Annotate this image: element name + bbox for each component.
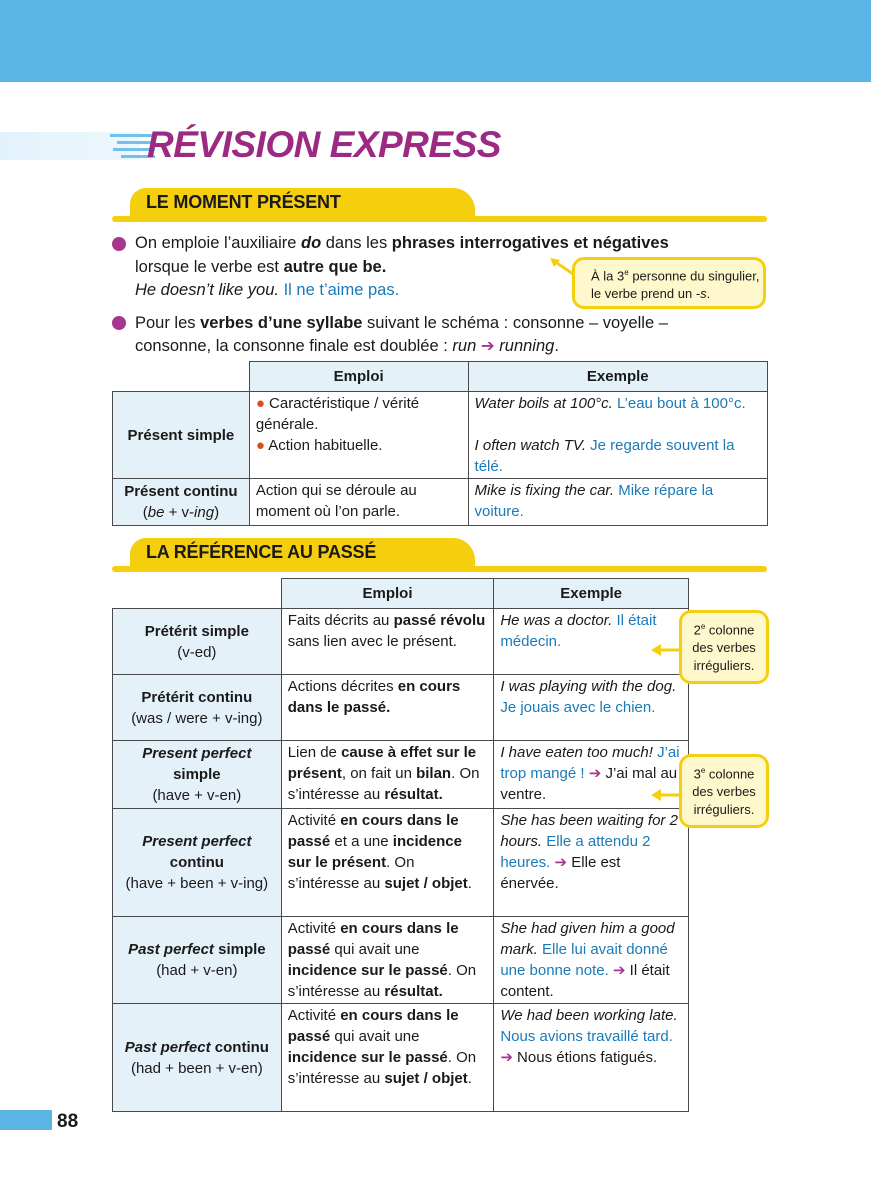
row-label: Past perfect simple (had + v-en)	[113, 917, 282, 1004]
section-title: LE MOMENT PRÉSENT	[146, 192, 341, 212]
row-label: Présent simple	[113, 392, 250, 479]
page-number-bar	[0, 1110, 52, 1130]
row-label: Present perfect simple (have + v-en)	[113, 741, 282, 809]
section-heading-past	[112, 538, 767, 572]
table-row: Prétérit continu (was / were + v-ing) Actions décrites en cours dans le passé. I was playing with the dog. Je jouais avec le chien.	[113, 675, 689, 741]
bullet-example: He doesn’t like you. Il ne t’aime pas.	[135, 281, 400, 299]
table-row: Présent continu (be + v-ing) Action qui se déroule au moment où l’on parle. Mike is fixing the car. Mike répare la voiture.	[113, 479, 768, 526]
table-row: Present perfect simple (have + v-en) Lien de cause à effet sur le présent, on fait un bilan. On s’intéresse au résultat. I have eaten too much! J’ai trop mangé ! ➔ J’ai mal au ventre.	[113, 741, 689, 809]
callout-pointer-arrow	[650, 642, 682, 658]
bullet-auxiliary-do-line2: lorsque le verbe est autre que be.	[135, 258, 387, 276]
table-row: Présent simple ● Caractéristique / vérité générale. ● Action habituelle. Water boils at 100°c. L’eau bout à 100°c. I often watch TV. Je regarde souvent la télé.	[113, 392, 768, 479]
row-label: Present perfect continu (have + been + v-ing)	[113, 809, 282, 917]
column-header-exemple: Exemple	[468, 362, 767, 392]
bullet-one-syllable: Pour les verbes d’une syllabe suivant le schéma : consonne – voyelle –	[135, 314, 668, 332]
column-header-emploi: Emploi	[281, 579, 494, 609]
row-label: Prétérit continu (was / were + v-ing)	[113, 675, 282, 741]
section-title: LA RÉFÉRENCE AU PASSÉ	[146, 542, 377, 562]
row-label: Past perfect continu (had + been + v-en)	[113, 1004, 282, 1112]
page-number: 88	[57, 1111, 79, 1132]
bullet-dot	[112, 237, 126, 251]
top-color-band	[0, 0, 871, 82]
bullet-dot	[112, 316, 126, 330]
table-row: Past perfect simple (had + v-en) Activité en cours dans le passé qui avait une incidence sur le passé. On s’intéresse au résultat. She had given him a good mark. Elle lui avait donné une bonne note. ➔ Il était content.	[113, 917, 689, 1004]
section-heading-present	[112, 188, 767, 222]
row-label: Présent continu (be + v-ing)	[113, 479, 250, 526]
table-row: Prétérit simple (v-ed) Faits décrits au passé révolu sans lien avec le présent. He was a doctor. Il était médecin.	[113, 609, 689, 675]
page-title: RÉVISION EXPRESS	[147, 124, 501, 165]
column-header-emploi: Emploi	[249, 362, 468, 392]
row-label: Prétérit simple (v-ed)	[113, 609, 282, 675]
table-row: Past perfect continu (had + been + v-en) Activité en cours dans le passé qui avait une incidence sur le passé. On s’intéresse au sujet / objet. We had been working late. Nous avions travaillé tard. ➔ Nous étions fatigués.	[113, 1004, 689, 1112]
callout-pointer-arrow	[650, 787, 682, 803]
callout-third-person: À la 3e personne du singulier, le verbe prend un -s.	[572, 257, 766, 309]
title-speed-lines	[0, 132, 155, 160]
past-tense-table	[112, 578, 689, 1112]
column-header-exemple: Exemple	[494, 579, 689, 609]
callout-second-column: 2e colonne des verbes irréguliers.	[679, 610, 769, 684]
bullet-auxiliary-do: On emploie l’auxiliaire do dans les phrases interrogatives et négatives	[135, 234, 669, 252]
table-row: Present perfect continu (have + been + v-ing) Activité en cours dans le passé et a une incidence sur le présent. On s’intéresse au sujet / objet. She has been waiting for 2 hours. Elle a attendu 2 heures. ➔ Elle est énervée.	[113, 809, 689, 917]
bullet-one-syllable-line2: consonne, la consonne finale est doublée : run ➔ running.	[135, 337, 559, 355]
callout-third-column: 3e colonne des verbes irréguliers.	[679, 754, 769, 828]
present-tense-table	[112, 361, 768, 526]
